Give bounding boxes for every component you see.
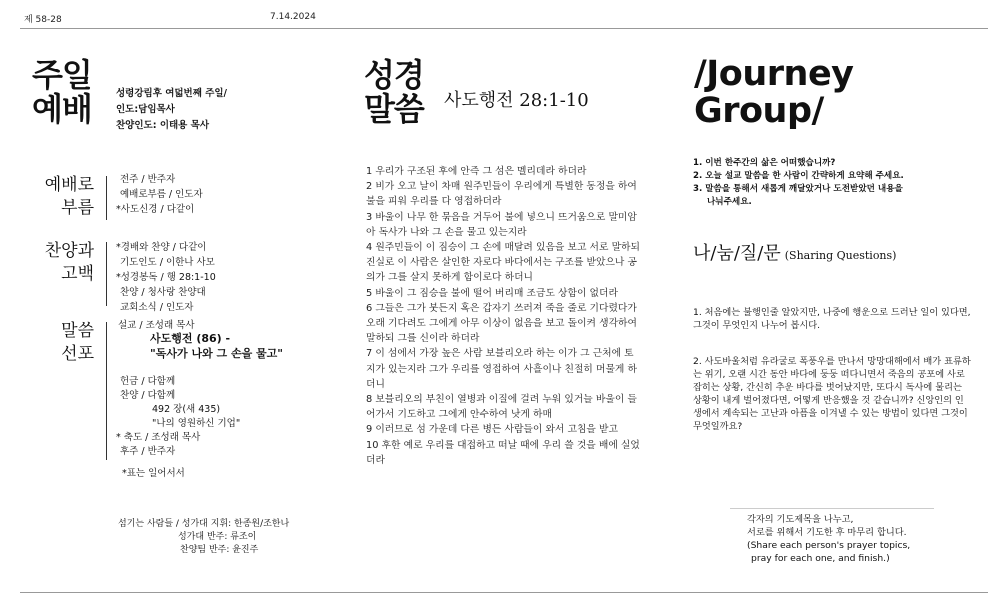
hymn-title: "나의 영원하신 기업" (152, 418, 241, 429)
verse: 10 후한 예로 우리를 대접하고 떠날 때에 우리 쓸 것을 배에 실었더라 (366, 439, 640, 466)
sharing-question-1: 1. 처음에는 불행인줄 알았지만, 나중에 행운으로 드러난 일이 있다면, 그것이 무엇인지 나누어 봅시다. (693, 307, 971, 331)
section-divider (106, 176, 107, 220)
order-item: *사도신경 / 다같이 (116, 204, 195, 215)
question-item: 3. 말씀을 통해서 새롭게 깨달았거나 도전받았던 내용을 (693, 184, 903, 194)
hymn-number: 492 장(새 435) (152, 404, 221, 415)
journey-title-line2: Group/ (694, 91, 824, 131)
section-label-line: 찬양과 (44, 241, 94, 261)
verse: 5 바울이 그 짐승을 불에 떨어 버리매 조금도 상함이 없더라 (366, 287, 618, 299)
section-divider (106, 242, 107, 306)
journey-questions (693, 157, 983, 209)
scripture-title-line2: 말씀 (364, 90, 424, 128)
bottom-divider (20, 592, 988, 593)
order-item: * 축도 / 조성래 목사 (116, 432, 201, 443)
standing-note: *표는 일어서서 (122, 468, 185, 479)
order-item: 후주 / 반주자 (120, 446, 176, 457)
prayer-line: pray for each one, and finish.) (751, 553, 890, 564)
scripture-title (364, 58, 434, 126)
order-item: *성경봉독 / 행 28:1-10 (116, 272, 216, 283)
scripture-title-line1: 성경 (364, 56, 424, 94)
bulletin-date: 7.14.2024 (270, 12, 316, 22)
service-title (32, 58, 112, 126)
section-label-line: 예배로 (44, 175, 94, 195)
scripture-reference: 사도행전 28:1-10 (444, 90, 589, 111)
verse: 6 그들은 그가 붓든지 혹은 갑자기 쓰러져 죽을 줄로 기다렸다가 오래 기다려도 그에게 아무 이상이 없음을 보고 돌이켜 생각하여 말하되 그를 신이라 하더라 (366, 302, 637, 345)
section-label-worship (28, 174, 94, 220)
journey-group-title (694, 56, 854, 130)
prayer-line: 서로를 위해서 기도한 후 마무리 합니다. (747, 527, 907, 538)
sermon-subtitle: "독사가 나와 그 손을 물고" (150, 347, 284, 360)
prayer-divider (730, 508, 934, 509)
sermon-title: 사도행전 (86) - (150, 332, 231, 345)
staff-line: 성가대 반주: 류조이 (178, 532, 257, 542)
order-item: 기도인도 / 이한나 사모 (120, 257, 215, 268)
verse: 3 바울이 나무 한 묶음을 거두어 불에 넣으니 뜨거움으로 말미암아 독사가 나와 그 손을 물고 있는지라 (366, 211, 637, 238)
verse: 2 비가 오고 날이 차매 원주민들이 우리에게 특별한 동정을 하여 불을 피워 우리를 다 영접하더라 (366, 181, 637, 208)
section-label-word (28, 320, 94, 366)
staff-list (118, 518, 289, 557)
sharing-questions-heading (693, 239, 896, 265)
verse: 7 이 섬에서 가장 높은 사람 보블리오라 하는 이가 그 근처에 토지가 있는지라 그가 우리를 영접하여 사흘이나 친절히 머물게 하더니 (366, 348, 637, 390)
service-title-line2: 예배 (32, 90, 92, 128)
prayer-line: 각자의 기도제목을 나누고, (747, 514, 854, 525)
order-item: *경배와 찬양 / 다같이 (116, 242, 207, 253)
staff-line: 섬기는 사람들 / 성가대 지휘: 한종원/조한나 (118, 519, 290, 529)
verse: 8 보블리오의 부친이 열병과 이질에 걸려 누워 있거늘 바울이 들어가서 기도하고 그에게 안수하여 낫게 하매 (366, 394, 637, 421)
sharing-title-en: (Sharing Questions) (784, 249, 897, 262)
order-item: 헌금 / 다함께 (120, 376, 176, 387)
issue-number: 제 58-28 (24, 15, 62, 25)
staff-line: 찬양팀 반주: 윤진주 (180, 545, 259, 555)
top-divider (20, 28, 988, 29)
question-item: 2. 오늘 설교 말씀을 한 사람이 간략하게 요약해 주세요. (693, 171, 904, 181)
service-subtitle (116, 86, 227, 134)
sharing-title: 나/눔/질/문 (693, 243, 781, 264)
section-label-line: 부름 (61, 198, 94, 218)
verse: 4 원주민들이 이 짐승이 그 손에 매달려 있음을 보고 서로 말하되 진실로 이 사람은 살인한 자로다 바다에서는 구조를 받았으나 공의가 그를 살지 못하게 함이로다 하더니 (366, 242, 640, 284)
sermon-preacher: 설교 / 조성래 목사 (118, 320, 195, 331)
question-item-cont: 나눠주세요. (707, 197, 752, 207)
prayer-line: (Share each person's prayer topics, (747, 540, 911, 551)
section-label-line: 선포 (61, 344, 94, 364)
prayer-instructions (747, 513, 910, 565)
order-item: 예배로부름 / 인도자 (120, 189, 203, 200)
service-title-line1: 주일 (32, 56, 92, 94)
verse: 9 이러므로 섬 가운데 다른 병든 사람들이 와서 고침을 받고 (366, 424, 618, 436)
order-item: 교회소식 / 인도자 (120, 302, 194, 313)
service-leader: 인도:담임목사 (116, 104, 175, 115)
order-item: 전주 / 반주자 (120, 174, 176, 185)
order-item: 찬양 / 다함께 (120, 390, 176, 401)
section-label-line: 고백 (61, 264, 94, 284)
praise-leader: 찬양인도: 이태용 목사 (116, 120, 210, 131)
journey-title-line1: /Journey (694, 54, 854, 94)
scripture-verses (366, 164, 642, 468)
verse: 1 우리가 구조된 후에 안즉 그 섬은 멜리데라 하더라 (366, 166, 587, 177)
section-label-line: 말씀 (61, 321, 94, 341)
sharing-question-2: 2. 사도바울처럼 유라굴로 폭풍우를 만나서 망망대해에서 배가 표류하는 위기, 오랜 시간 동안 바다에 둥둥 떠다니면서 죽음의 공포에 사로잡히는 상황, 간신히 추운 바다를 벗어났지만, 또다시 독사에 물리는 상황이 내게 벌어졌다면, 어떻게 반응했을 것 같습니까? 신앙인의 인생에서 계속되는 고난과 아픔을 이겨낼 수 있는 방법이 있다면 그것이 무엇일까요? (693, 356, 971, 432)
service-season: 성령강림후 여덟번째 주일/ (116, 88, 228, 99)
order-item: 찬양 / 청사랑 찬양대 (120, 287, 206, 298)
question-item: 1. 이번 한주간의 삶은 어떠했습니까? (693, 158, 836, 168)
section-divider (106, 322, 107, 460)
section-label-praise (28, 240, 94, 286)
